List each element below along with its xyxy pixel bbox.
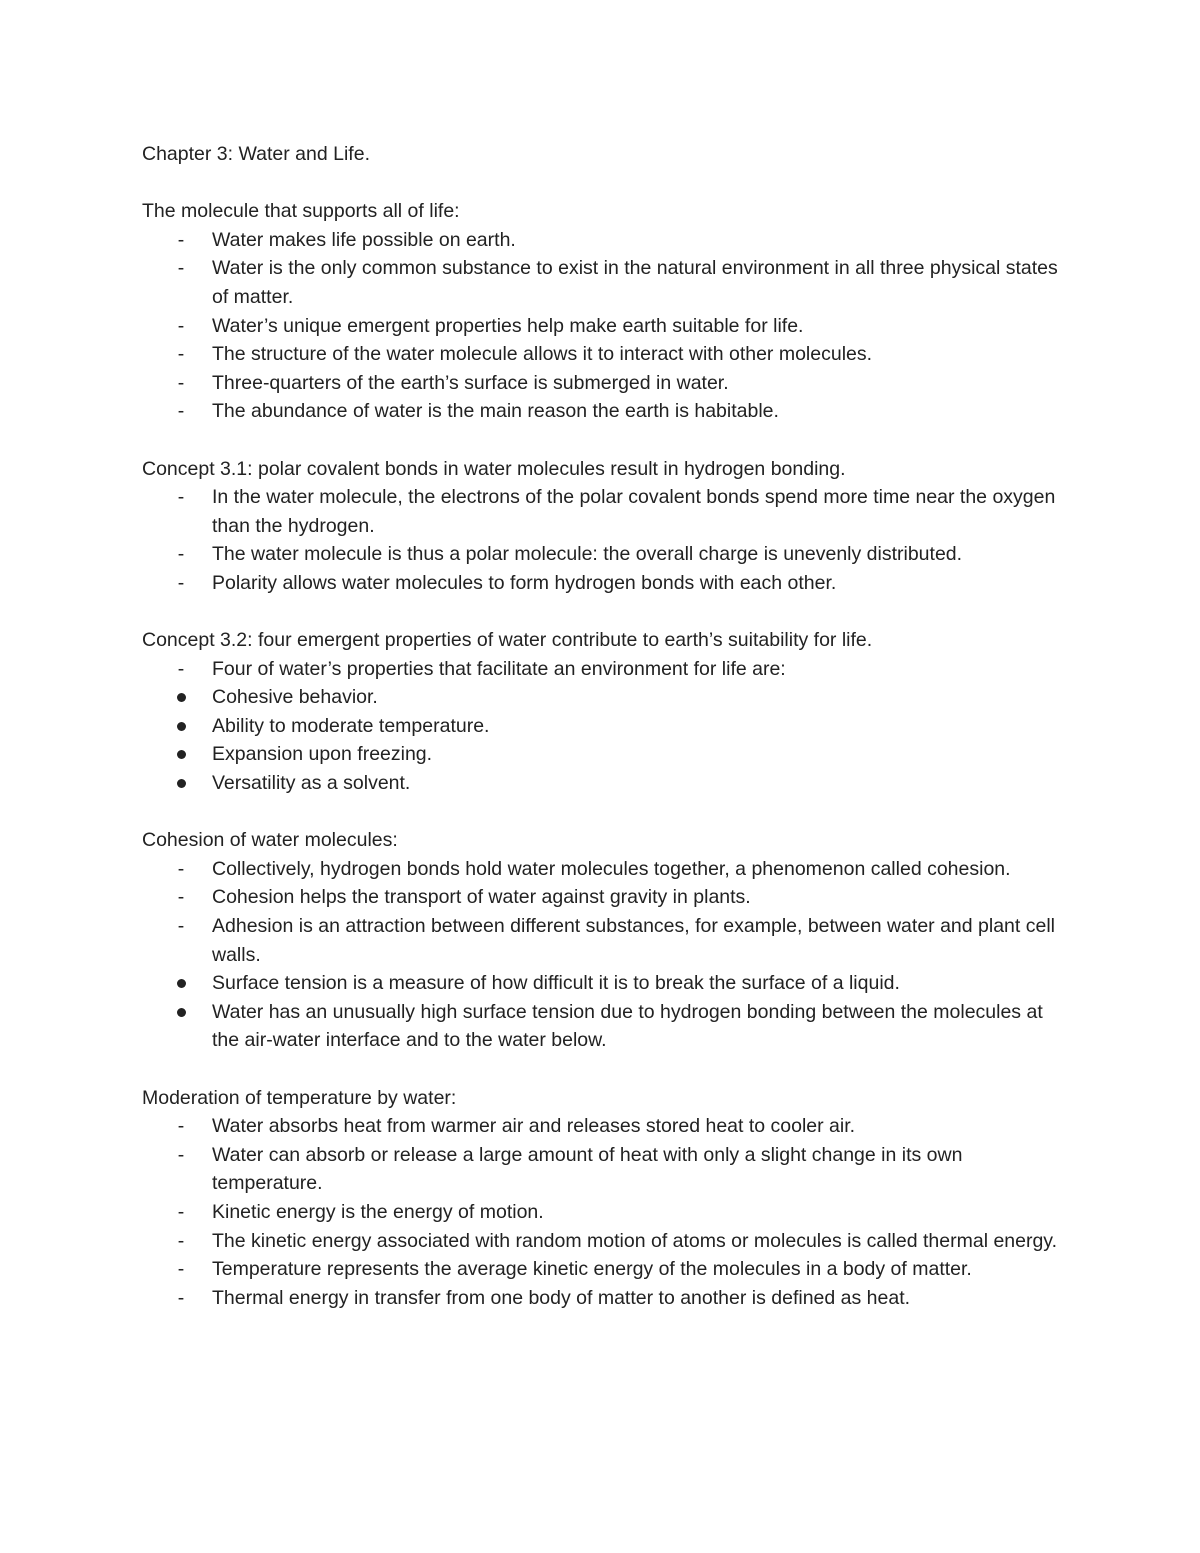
list-item [142,769,1062,798]
list-item-text: Water has an unusually high surface tension due to hydrogen bonding between the molecules at the air-water interface and to the water below. [212,1000,1043,1052]
list-item [142,1284,1062,1313]
dash-bullet-icon: - [177,1200,185,1223]
dash-bullet-icon: - [177,314,185,337]
list-item-text: Water makes life possible on earth. [212,228,516,251]
dash-bullet-icon: - [177,571,185,594]
list-item-text: Expansion upon freezing. [212,743,433,766]
list-item [142,1198,1062,1227]
section-concept-3-1 [142,455,1062,598]
section-heading: Cohesion of water molecules: [142,829,398,852]
list-item-text: Water absorbs heat from warmer air and releases stored heat to cooler air. [212,1115,856,1138]
list-item-text: Adhesion is an attraction between different substances, for example, between water and plant cell walls. [212,915,1055,966]
section-molecule-of-life [142,197,1062,426]
document-title: Chapter 3: Water and Life. [142,143,370,165]
dash-bullet-icon: - [177,1229,185,1252]
dash-bullet-icon: - [177,543,185,566]
section-temperature [142,1084,1062,1313]
dash-bullet-icon: - [177,371,185,394]
list-item-text: Water is the only common substance to exist in the natural environment in all three physical states of matter. [212,257,1058,308]
list-item-text: Polarity allows water molecules to form hydrogen bonds with each other. [212,571,837,594]
section-heading: The molecule that supports all of life: [142,200,460,223]
list-item [142,655,1062,684]
list-item [142,569,1062,598]
list-item-text: Collectively, hydrogen bonds hold water molecules together, a phenomenon called cohesion. [212,857,1011,880]
list-item [142,369,1062,398]
dash-bullet-icon: - [177,343,185,366]
dash-bullet-icon: - [177,400,185,423]
dash-bullet-icon: - [177,657,185,680]
dash-bullet-icon: - [177,228,185,251]
list-item-text: The structure of the water molecule allows it to interact with other molecules. [212,343,873,366]
list-item [142,855,1062,884]
list-item-text: The kinetic energy associated with random motion of atoms or molecules is called thermal energy. [212,1229,1058,1252]
list-item [142,540,1062,569]
list-item [142,969,1062,998]
list-item-text: Versatility as a solvent. [212,772,411,795]
dash-bullet-icon: - [177,257,185,280]
list-item-text: Surface tension is a measure of how difficult it is to break the surface of a liquid. [212,972,900,995]
section-heading: Concept 3.1: polar covalent bonds in water molecules result in hydrogen bonding. [142,457,846,480]
section-heading: Concept 3.2: four emergent properties of water contribute to earth’s suitability for life. [142,629,873,652]
list-item [142,883,1062,912]
list-item-text: Four of water’s properties that facilitate an environment for life are: [212,657,786,680]
section-cohesion [142,826,1062,1055]
list-item [142,912,1062,969]
list-item [142,340,1062,369]
list-item-text: The abundance of water is the main reason the earth is habitable. [212,400,779,423]
list-item-text: Cohesive behavior. [212,686,378,709]
list-item-text: Thermal energy in transfer from one body of matter to another is defined as heat. [212,1286,911,1309]
list-item [142,483,1062,540]
list-item [142,1255,1062,1284]
dash-bullet-icon: - [177,486,185,509]
list-item [142,740,1062,769]
list-item [142,712,1062,741]
list-item-text: Temperature represents the average kinetic energy of the molecules in a body of matter. [212,1258,972,1281]
list-item [142,1227,1062,1256]
list-item [142,397,1062,426]
list-item-text: Water can absorb or release a large amount of heat with only a slight change in its own temperature. [212,1143,963,1195]
list-item [142,1112,1062,1141]
dash-bullet-icon: - [177,915,185,938]
dash-bullet-icon: - [177,1143,185,1166]
dash-bullet-icon: - [177,1286,185,1309]
list-item [142,254,1062,311]
list-item-text: Kinetic energy is the energy of motion. [212,1200,544,1223]
dash-bullet-icon: - [177,1258,185,1281]
list-item-text: Water’s unique emergent properties help make earth suitable for life. [212,314,804,337]
dash-bullet-icon: - [177,886,185,909]
section-heading: Moderation of temperature by water: [142,1086,457,1109]
list-item [142,998,1062,1055]
list-item-text: Three-quarters of the earth’s surface is submerged in water. [212,371,729,394]
document-page [142,140,1062,1341]
list-item-text: In the water molecule, the electrons of the polar covalent bonds spend more time near the oxygen than the hydrogen. [212,486,1056,537]
list-item [142,683,1062,712]
section-concept-3-2 [142,626,1062,798]
list-item [142,226,1062,255]
list-item-text: Cohesion helps the transport of water against gravity in plants. [212,886,751,909]
list-item [142,1141,1062,1198]
list-item-text: The water molecule is thus a polar molecule: the overall charge is unevenly distributed. [212,543,963,566]
dash-bullet-icon: - [177,1115,185,1138]
dash-bullet-icon: - [177,857,185,880]
list-item [142,312,1062,341]
list-item-text: Ability to moderate temperature. [212,714,490,737]
